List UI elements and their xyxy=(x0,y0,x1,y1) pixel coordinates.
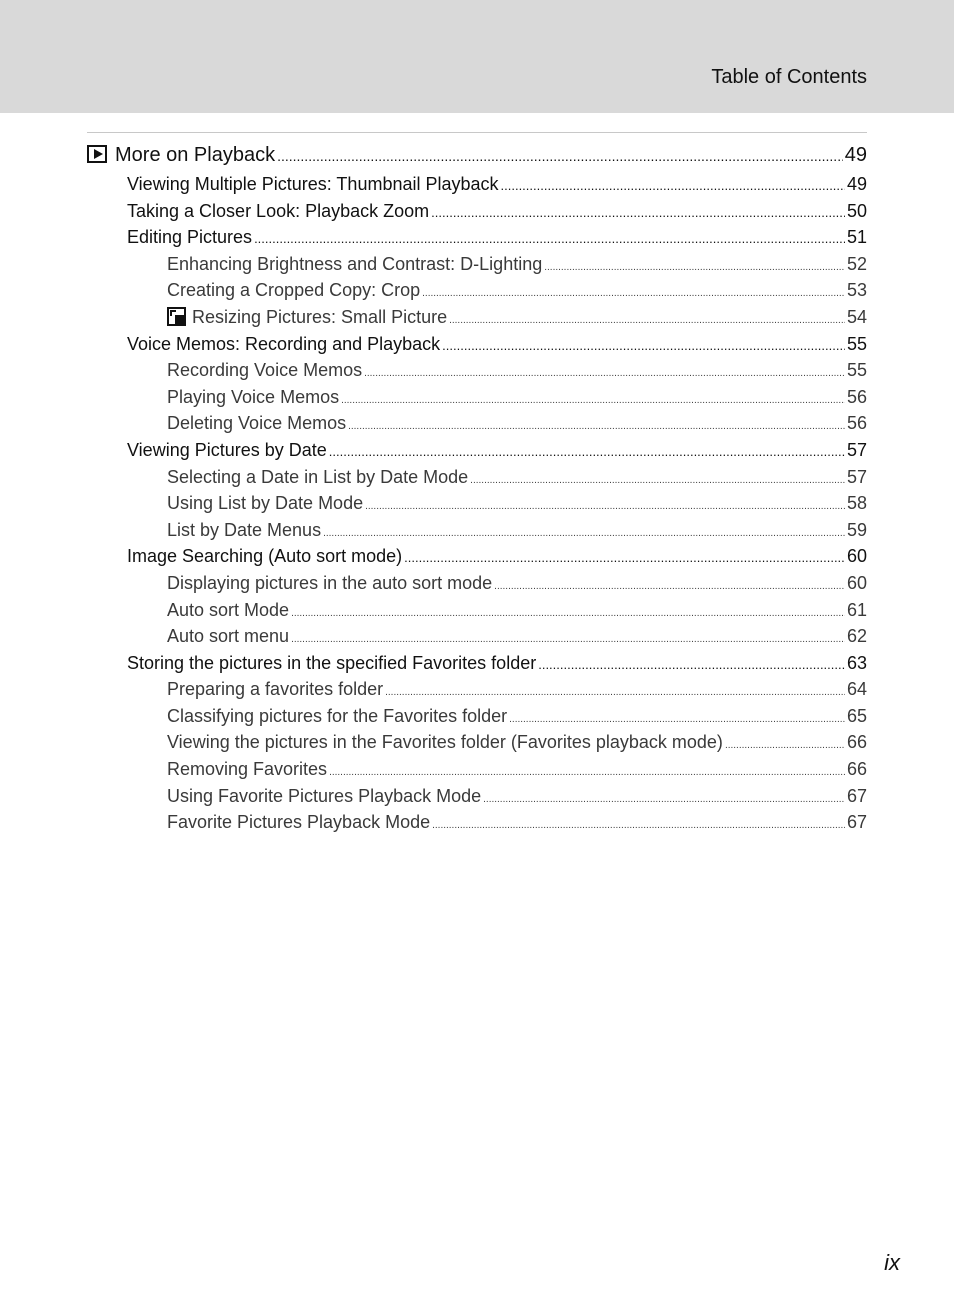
toc-entry-label-wrap xyxy=(127,171,499,198)
toc-entry-label: Storing the pictures in the specified Favorites folder xyxy=(127,652,537,673)
toc-subsection-entry[interactable] xyxy=(87,304,867,331)
toc-entry-label: Taking a Closer Look: Playback Zoom xyxy=(127,200,430,221)
toc-entry-label: Viewing Multiple Pictures: Thumbnail Playback xyxy=(127,174,499,194)
toc-chapter-label-wrap xyxy=(87,140,275,171)
toc-chapter-label: More on Playback xyxy=(115,144,276,166)
toc-entry-label: List by Date Menus xyxy=(167,519,322,540)
toc-subsection-entry[interactable] xyxy=(87,251,867,278)
toc-entry-label: Viewing the pictures in the Favorites folder (Favorites playback mode) xyxy=(167,732,723,753)
header-band xyxy=(0,0,954,113)
toc-entry-label: Enhancing Brightness and Contrast: D-Lighting xyxy=(167,253,543,274)
toc-entry-page: 59 xyxy=(846,519,867,540)
toc-entry-page: 62 xyxy=(846,626,867,647)
toc-entry-label-wrap xyxy=(167,357,362,384)
toc-entry-list xyxy=(87,171,867,836)
dot-leader xyxy=(442,331,845,360)
toc-entry-label: Resizing Pictures: Small Picture xyxy=(192,306,448,327)
toc-section-entry[interactable] xyxy=(87,650,867,677)
toc-entry-label-wrap xyxy=(167,729,723,756)
page-number: ix xyxy=(884,1250,900,1275)
toc-entry-label-wrap xyxy=(127,543,402,570)
toc-entry-label-wrap xyxy=(167,597,289,624)
toc-entry-label: Selecting a Date in List by Date Mode xyxy=(167,466,469,487)
toc-entry-page: 60 xyxy=(846,546,867,567)
toc-entry-page: 67 xyxy=(846,812,867,833)
toc-section-entry[interactable] xyxy=(87,437,867,464)
toc-section-entry[interactable] xyxy=(87,198,867,225)
toc-entry-label: Auto sort Mode xyxy=(167,599,290,620)
toc-entry-page: 52 xyxy=(846,253,867,274)
toc-entry-label-wrap xyxy=(167,703,507,730)
toc-entry-label-wrap xyxy=(167,783,481,810)
toc-subsection-entry[interactable] xyxy=(87,783,867,810)
toc-section-entry[interactable] xyxy=(87,171,867,198)
toc-entry-page: 63 xyxy=(846,652,867,673)
toc-entry-label-wrap xyxy=(167,676,383,703)
toc-entry-page: 55 xyxy=(846,333,867,354)
toc-entry-label-wrap xyxy=(127,437,327,464)
toc-entry-label-wrap xyxy=(167,251,542,278)
toc-entry-label-wrap xyxy=(167,623,289,650)
toc-entry-label: Favorite Pictures Playback Mode xyxy=(167,812,431,833)
toc-entry-label: Editing Pictures xyxy=(127,227,253,248)
small-picture-icon xyxy=(167,307,186,326)
toc-entry-page: 67 xyxy=(846,785,867,806)
toc-entry-label: Creating a Cropped Copy: Crop xyxy=(167,280,421,301)
toc-subsection-entry[interactable] xyxy=(87,517,867,544)
toc-entry-label: Preparing a favorites folder xyxy=(167,679,384,700)
dot-leader xyxy=(501,171,845,200)
dot-leader xyxy=(277,140,843,172)
toc-section-entry[interactable] xyxy=(87,224,867,251)
toc-entry-label-wrap xyxy=(127,198,429,225)
dot-leader xyxy=(432,809,845,840)
toc-entry-page: 53 xyxy=(846,280,867,301)
toc-subsection-entry[interactable] xyxy=(87,570,867,597)
toc-entry-label: Playing Voice Memos xyxy=(167,386,340,407)
toc-entry-page: 51 xyxy=(846,227,867,248)
toc-subsection-entry[interactable] xyxy=(87,384,867,411)
toc-entry-page: 66 xyxy=(846,759,867,780)
dot-leader xyxy=(254,224,845,253)
toc-entry-label: Auto sort menu xyxy=(167,626,290,647)
toc-entry-page: 64 xyxy=(846,679,867,700)
toc-entry-page: 54 xyxy=(846,306,867,327)
toc-entry-label-wrap xyxy=(167,277,420,304)
header-title: Table of Contents xyxy=(711,66,867,88)
toc-entry-label-wrap xyxy=(167,304,447,331)
toc-chapter-entry[interactable] xyxy=(87,140,867,171)
dot-leader xyxy=(431,198,845,227)
toc-subsection-entry[interactable] xyxy=(87,703,867,730)
toc-entry-label-wrap xyxy=(167,410,346,437)
toc-subsection-entry[interactable] xyxy=(87,756,867,783)
toc-entry-label-wrap xyxy=(167,464,468,491)
toc-entry-page: 57 xyxy=(846,439,867,460)
toc-subsection-entry[interactable] xyxy=(87,490,867,517)
toc-subsection-entry[interactable] xyxy=(87,277,867,304)
toc-entry-label-wrap xyxy=(167,517,321,544)
toc-subsection-entry[interactable] xyxy=(87,623,867,650)
header-rule xyxy=(87,132,867,133)
toc-entry-label: Viewing Pictures by Date xyxy=(127,439,327,460)
toc-entry-page: 60 xyxy=(846,572,867,593)
toc-entry-label-wrap xyxy=(167,490,363,517)
toc-entry-page: 55 xyxy=(846,360,867,381)
dot-leader xyxy=(404,543,845,572)
toc-subsection-entry[interactable] xyxy=(87,809,867,836)
toc-entry-page: 56 xyxy=(846,413,867,434)
toc-entry-label-wrap xyxy=(127,224,252,251)
toc-subsection-entry[interactable] xyxy=(87,676,867,703)
toc-subsection-entry[interactable] xyxy=(87,597,867,624)
toc-entry-page: 50 xyxy=(846,200,867,221)
toc-entry-label-wrap xyxy=(167,756,327,783)
toc-entry-label: Image Searching (Auto sort mode) xyxy=(127,546,403,567)
toc-entry-label: Voice Memos: Recording and Playback xyxy=(127,333,441,354)
toc-subsection-entry[interactable] xyxy=(87,410,867,437)
toc-entry-label: Recording Voice Memos xyxy=(167,360,363,381)
toc-entry-label: Using Favorite Pictures Playback Mode xyxy=(167,785,482,806)
toc-entry-label-wrap xyxy=(167,570,492,597)
toc-entry-label-wrap xyxy=(167,809,430,836)
toc-entry-page: 61 xyxy=(846,599,867,620)
toc-entry-label-wrap xyxy=(127,331,440,358)
toc-subsection-entry[interactable] xyxy=(87,729,867,756)
toc-entry-label-wrap xyxy=(127,650,536,677)
toc-entry-label: Removing Favorites xyxy=(167,759,328,780)
toc-section-entry[interactable] xyxy=(87,331,867,358)
toc-entry-page: 65 xyxy=(846,705,867,726)
playback-mode-icon xyxy=(87,145,107,163)
toc-section-entry[interactable] xyxy=(87,543,867,570)
toc-entry-label: Using List by Date Mode xyxy=(167,493,364,514)
toc-subsection-entry[interactable] xyxy=(87,464,867,491)
toc-entry-page: 56 xyxy=(846,386,867,407)
table-of-contents xyxy=(87,140,867,836)
dot-leader xyxy=(329,437,845,466)
toc-entry-page: 66 xyxy=(846,732,867,753)
toc-entry-label: Displaying pictures in the auto sort mode xyxy=(167,572,493,593)
toc-entry-page: 57 xyxy=(846,466,867,487)
dot-leader xyxy=(538,650,845,679)
toc-entry-page: 58 xyxy=(846,493,867,514)
toc-subsection-entry[interactable] xyxy=(87,357,867,384)
toc-entry-label-wrap xyxy=(167,384,339,411)
toc-entry-label: Deleting Voice Memos xyxy=(167,413,347,434)
toc-entry-page: 49 xyxy=(846,174,867,194)
toc-chapter-page: 49 xyxy=(844,144,867,166)
toc-entry-label: Classifying pictures for the Favorites folder xyxy=(167,705,508,726)
